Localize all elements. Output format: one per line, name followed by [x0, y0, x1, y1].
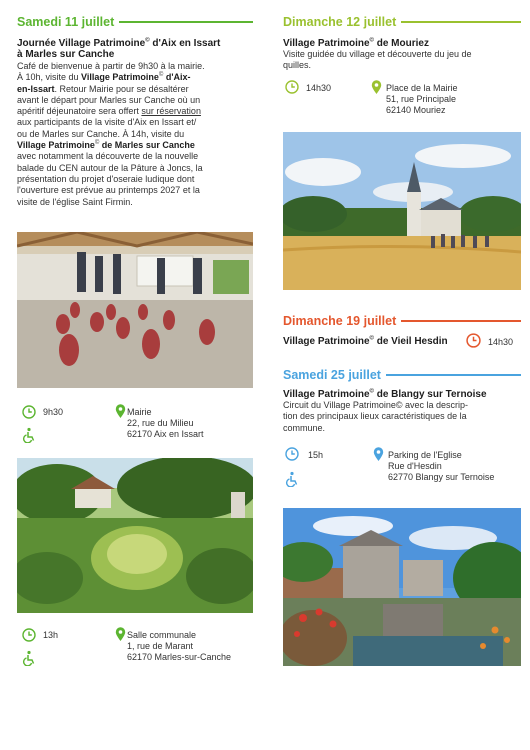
event-address: Place de la Mairie 51, rue Principale 62140 Mouriez	[386, 83, 458, 115]
date-header-19-juillet	[283, 314, 521, 328]
photo-garden	[17, 458, 253, 613]
event-time: 9h30	[43, 407, 64, 417]
event-time: 14h30	[488, 337, 514, 347]
event-title-aix-marles: Journée Village Patrimoine© d'Aix en Issart à Marles sur Canche	[17, 37, 221, 60]
divider-line	[386, 374, 521, 376]
reservation-link[interactable]: sur réservation	[141, 106, 201, 117]
date-label: Samedi 25 juillet	[283, 368, 381, 382]
location-pin-icon	[115, 627, 126, 642]
photo-mill-river	[283, 508, 521, 666]
location-pin-icon	[371, 80, 382, 95]
garden-illustration	[17, 458, 253, 613]
event-title-mouriez: Village Patrimoine© de Mouriez	[283, 37, 429, 49]
skittles-hall-illustration	[17, 232, 253, 388]
event-time: 13h	[43, 630, 59, 640]
event-title-vieil-hesdin: Village Patrimoine© de Vieil Hesdin	[283, 335, 448, 347]
location-pin-icon	[115, 404, 126, 419]
event-description-blangy: Circuit du Village Patrimoine© avec la descrip- tion des principaux lieux caractéristiques de la commune.	[283, 400, 469, 433]
event-title-blangy: Village Patrimoine© de Blangy sur Ternoise	[283, 388, 487, 400]
wheelchair-accessible-icon	[21, 650, 37, 666]
clock-icon	[466, 333, 481, 348]
date-header-25-juillet	[283, 368, 521, 382]
date-label: Dimanche 12 juillet	[283, 15, 397, 29]
event-address: Parking de l'Eglise Rue d'Hesdin 62770 Blangy sur Ternoise	[388, 450, 495, 482]
location-pin-icon	[373, 447, 384, 462]
wheelchair-accessible-icon	[21, 427, 37, 443]
event-description-mouriez: Visite guidée du village et découverte du jeu de quilles.	[283, 49, 472, 71]
event-address: Salle communale 1, rue de Marant 62170 Marles-sur-Canche	[127, 630, 232, 662]
photo-skittles-hall	[17, 232, 253, 388]
wheelchair-accessible-icon	[284, 471, 300, 487]
divider-line	[401, 21, 521, 23]
mill-illustration	[283, 508, 521, 666]
date-label: Dimanche 19 juillet	[283, 314, 397, 328]
date-header-11-juillet	[17, 15, 253, 29]
divider-line	[401, 320, 521, 322]
divider-line	[119, 21, 253, 23]
clock-icon	[285, 447, 299, 461]
clock-icon	[22, 405, 36, 419]
event-time: 14h30	[306, 83, 332, 93]
photo-church-field	[283, 132, 521, 290]
event-time: 15h	[308, 450, 324, 460]
date-label: Samedi 11 juillet	[17, 15, 115, 29]
church-illustration	[283, 132, 521, 290]
event-description-aix-marles: Café de bienvenue à partir de 9h30 à la mairie. À 10h, visite du Village Patrimoine© d'Aix- en-Issart. Retour Mairie pour se désaltérer avant le départ pour Marles sur Canche où un apéritif déjeunatoire sera offert sur réservation aux participants de la visite d'Aix en Issart et/ ou de Marles sur Canche. À 14h, visite du Village Patrimoine© de Marles sur Canche avec notamment la découverte de la nouvelle balade du CEN autour de la Pâture à Joncs, la présentation du projet d'oseraie ludique dont l'ouverture est prévue au printemps 2027 et la visite de l'église Saint Firmin.	[17, 61, 205, 207]
date-header-12-juillet	[283, 15, 521, 29]
event-address: Mairie 22, rue du Milieu 62170 Aix en Issart	[127, 407, 204, 439]
clock-icon	[285, 80, 299, 94]
clock-icon	[22, 628, 36, 642]
